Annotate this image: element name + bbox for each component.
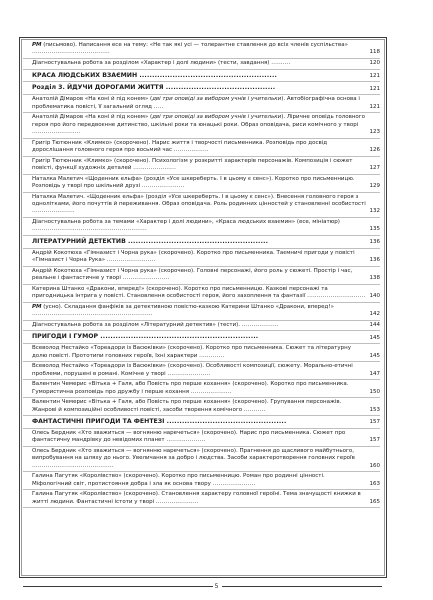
toc-leader-dots: ........................................ — [32, 49, 110, 56]
toc-entry-title: Галина Пагутяк «Королівство» (скорочено). Становлення характеру головної героїні. Тема значущості книжки в житті людини. Фантастичні істоти у творі ...................... — [32, 491, 361, 505]
toc-entry-text — [23, 194, 380, 216]
toc-entry-text — [23, 219, 380, 234]
toc-entry — [23, 303, 380, 321]
toc-leader-dots: ...................... — [212, 480, 256, 487]
toc-leader-dots: ....................................................... — [127, 238, 269, 245]
toc-page-number: 136 — [369, 239, 380, 246]
toc-leader-dots: ............................................... — [166, 418, 287, 426]
toc-entry — [23, 380, 380, 398]
toc-entry-text — [23, 238, 380, 245]
toc-page-number: 163 — [369, 480, 380, 487]
toc-page-number: 138 — [369, 275, 380, 282]
toc-leader-dots: ........................ — [122, 275, 170, 282]
toc-page-number: 157 — [369, 437, 380, 444]
toc-entry — [23, 193, 380, 218]
toc-leader-dots: ......................... — [32, 129, 81, 135]
toc-section-heading — [23, 82, 380, 95]
toc-page-number: 140 — [369, 293, 380, 300]
toc-entry-title: Діагностувальна робота за темами «Характер і долі людини», «Краса людських взаємин» (есе, мініатюр) ........................................................... — [32, 219, 340, 233]
toc-page-number: 145 — [369, 334, 380, 341]
toc-entry-text — [23, 363, 380, 378]
toc-leader-dots: .......................................... — [32, 462, 114, 469]
toc-entry-text — [23, 448, 380, 470]
toc-entry — [23, 267, 380, 285]
toc-page-number: 135 — [369, 226, 380, 233]
toc-entry-text — [23, 96, 380, 111]
toc-entry-text — [23, 322, 380, 329]
toc-entry-title: Всеволод Нестайко «Тореадори із Васюківки» (скорочено). Коротко про письменника. Сюжет та літературну долю повісті. Прототипи головних героїв, їхні характери ............. — [32, 345, 351, 359]
toc-entry-title: Наталка Малетич «Щоденник ельфа» (розділ «Усе шкереберть. І в цьому є сенс»). Коротко про письменницю. Розповідь у творі про шкільний друзі ...................... — [32, 175, 355, 189]
toc-section-heading — [23, 236, 380, 249]
toc-page-number: 123 — [369, 129, 380, 135]
toc-leader-dots: .............................................................. — [32, 311, 153, 318]
toc-entry-text — [23, 399, 380, 414]
toc-section-heading — [23, 331, 380, 344]
toc-page-number: 121 — [369, 72, 380, 79]
toc-entry — [23, 218, 380, 236]
toc-page-number: 120 — [369, 60, 380, 66]
toc-entry-title: Розділ 3. ЙДУЧИ ДОРОГАМИ ЖИТТЯ ........................................... — [32, 84, 276, 92]
toc-leader-dots: .............................. — [307, 293, 366, 300]
toc-entry — [23, 113, 380, 138]
toc-leader-dots: ......................... — [106, 257, 156, 264]
toc-page-number: 126 — [369, 147, 380, 153]
toc-entry-text — [23, 473, 380, 488]
toc-entry-text — [23, 333, 380, 340]
toc-page-number: 142 — [369, 311, 380, 318]
toc-entry-text — [23, 114, 380, 136]
toc-entry — [23, 362, 380, 380]
toc-leader-dots: ........................................... — [165, 84, 276, 92]
toc-entry-text — [23, 140, 380, 155]
toc-page-number: 129 — [369, 183, 380, 189]
toc-entry-text — [23, 84, 380, 91]
toc-entry — [23, 139, 380, 157]
toc-page-number: 121 — [369, 103, 380, 110]
toc-entry-title: Андрій Кокотюха «Гімназист і Чорна рука» (скорочено). Головні персонажі, його роль у сюжеті. Простір і час, реальне і фантастичне у творі ........................ — [32, 267, 353, 282]
toc-entry-text — [23, 304, 380, 319]
toc-page-number: 145 — [369, 352, 380, 359]
toc-section-heading — [23, 70, 380, 83]
toc-leader-dots: ........... — [243, 406, 266, 413]
toc-leader-dots: ...................... — [167, 370, 211, 377]
toc-entry-title: РМ (усно). Складання фанфіків за детективною повістю-казкою Катерини Штанко «Дракони, вперед!» .............................................................. — [32, 303, 334, 318]
toc-entry — [23, 398, 380, 416]
toc-entry-title: ПРИГОДИ І ГУМОР .............................................................. — [32, 333, 259, 341]
toc-entry-title: Діагностувальна робота за розділом «Літературний детектив» (тести). ................... — [32, 321, 279, 328]
toc-entry-text — [23, 345, 380, 360]
toc-page-number: 118 — [369, 49, 380, 56]
toc-entry-title: Олесь Бердник «Хто зважиться — вогнянню наречеться» (скорочено). Прагнення до щасливого майбутнього, випробування на шляху до нього. Увеличання за добро і людства. Засоби характеротворення головних героїв .......................................... — [32, 447, 355, 469]
toc-entry-title: Діагностувальна робота за розділом «Характер і долі людини» (тести, завдання) .......... — [32, 60, 291, 66]
toc-entry — [23, 59, 380, 70]
page-number: 5 — [214, 583, 219, 590]
toc-entry — [23, 157, 380, 175]
toc-page-number: 127 — [369, 165, 380, 171]
toc-entry-text — [23, 42, 380, 57]
toc-page-number: 147 — [369, 370, 380, 377]
toc-page-number: 153 — [369, 406, 380, 413]
toc-entry — [23, 344, 380, 362]
toc-entry-title: Валентин Чемерис «Вітька + Галя, або Повість про перше кохання» (скорочено). Коротко про письменника. Гумористична розповідь про дружбу і перше кохання ..................... — [32, 381, 349, 395]
toc-entry — [23, 429, 380, 447]
toc-leader-dots: .......... — [271, 60, 291, 66]
toc-leader-dots: ...................................................... — [139, 71, 278, 79]
toc-entry-text — [23, 60, 380, 67]
toc-leader-dots: ...................... — [141, 183, 185, 189]
toc-entry-title: ФАНТАСТИЧНІ ПРИГОДИ ТА ФЕНТЕЗІ ............................................... — [32, 418, 287, 426]
toc-leader-dots: ...................... — [32, 208, 75, 215]
toc-entry-text — [23, 286, 380, 301]
toc-page-number: 132 — [369, 208, 380, 215]
toc-entry — [23, 249, 380, 267]
toc-entry-title: Григір Тютюнник «Климко» (скорочено). Психологізм у розкритті характерів персонажів. Композиція і сюжет повісті, функції художніх деталей ...................... — [32, 157, 353, 171]
toc-entry-title: Валентин Чемерис «Вітька + Галя, або Повість про перше кохання» (скорочено). Групування персонажів. Жанрові й композиційні особливості повісті, засоби творення комічного ........... — [32, 399, 342, 413]
toc-entry — [23, 285, 380, 303]
toc-entry-text — [23, 158, 380, 173]
toc-entry — [23, 447, 380, 472]
toc-entry — [23, 490, 380, 508]
toc-leader-dots: ............. — [199, 352, 225, 359]
toc-entry-text — [23, 250, 380, 265]
toc-leader-dots: .............................................................. — [100, 333, 259, 341]
toc-leader-dots: ...................... — [133, 165, 177, 171]
toc-entry-title: Андрій Кокотюха «Гімназист і Чорна рука» (скорочено). Коротко про письменника. Таємничі пригоди у повісті «Гімназист і Чорна Рука» ......................... — [32, 249, 355, 264]
toc-entry-text — [23, 381, 380, 396]
toc-section-heading — [23, 416, 380, 429]
toc-page-number: 150 — [369, 388, 380, 395]
toc-entry — [23, 175, 380, 193]
toc-entry-title: Анатолій Дімаров «На коні й під конем» (дві три оповіді за вибором учнів і учительки). Ліричне оповідь головного героя про його передвоєнне дитинство, шкільні роки та юнацькі роки. Образ оповідача, риси комічного у творі ......................... — [32, 114, 366, 135]
toc-entry-title: РМ (письмово). Написання есе на тему: «Не так які усі — толерантне ставлення до всіх членів суспільства» ........................................ — [32, 42, 348, 56]
toc-page-number: 144 — [369, 321, 380, 328]
toc-entry-title: Галина Пагутяк «Королівство» (скорочено). Коротко про письменницю. Роман про родинні цінності. Міфологічний світ, протистояння добра і зла як основа твору ...................... — [32, 473, 325, 487]
toc-entry-text — [23, 72, 380, 79]
toc-leader-dots: ..................... — [190, 388, 232, 395]
toc-page-number: 157 — [369, 419, 380, 426]
toc-entry-title: Олесь Бердник «Хто зважиться — вогнянню наречеться» (скорочено). Нарис про письменника. Сюжет про фантастичну мандрівку до невідомих планет .................... — [32, 429, 346, 444]
toc-entry-title: Катерина Штанко «Дракони, вперед!» (скорочено). Коротко про письменницю. Казкові персонажі та пригодницька інтрига у повісті. Становлення особистості героя, його захоплення та фантазії .............................. — [32, 285, 366, 300]
toc-entry-text — [23, 176, 380, 191]
toc-leader-dots: ...................... — [155, 498, 199, 505]
toc-entry-title: Всеволод Нестайко «Тореадори із Васюківки» (скорочено). Особливості композиції, сюжету. Морально-етичні проблеми, порушені в романі. Комічне у творі ...................... — [32, 363, 353, 377]
toc-page-number: 165 — [369, 498, 380, 505]
toc-page-number: 160 — [369, 462, 380, 469]
toc-entry-title: Наталка Малетич. «Щоденник ельфа» (розділ «Усе шкереберть. І в цьому є сенс»). Внесення головного героя з однолітками, його почуттів й переживання. Образ оповідача. Роль родинних цінностей у становленні особистості ...................... — [32, 193, 366, 215]
toc-entry-text — [23, 491, 380, 506]
toc-entry — [23, 321, 380, 332]
toc-leader-dots: ................... — [241, 321, 279, 328]
toc-entry-title: ЛІТЕРАТУРНИЙ ДЕТЕКТИВ ....................................................... — [32, 238, 269, 245]
toc-leader-dots: ..... — [153, 103, 164, 110]
toc-entry-title: Григір Тютюнник «Климко» (скорочено). Нарис життя і творчості письменника. Розповідь про досвід дорослішання головного героя про восьмий час .................. — [32, 139, 328, 153]
toc-entry-text — [23, 430, 380, 445]
toc-entry-title: Анатолій Дімаров «На коні й під конем» (дві три оповіді за вибором учнів і учительки). Автобіографічна основа і проблематика повісті, її загальний огляд ..... — [32, 96, 360, 110]
toc-entry-text — [23, 418, 380, 425]
toc-page-number: 121 — [369, 85, 380, 92]
toc-entry-title: КРАСА ЛЮДСЬКИХ ВЗАЄМИН ...................................................... — [32, 71, 278, 79]
toc-leader-dots: .................. — [173, 147, 209, 153]
toc-entry — [23, 472, 380, 490]
toc-leader-dots: ........................................................... — [32, 226, 147, 233]
table-of-contents — [23, 41, 380, 508]
toc-page-number: 136 — [369, 257, 380, 264]
toc-entry — [23, 95, 380, 113]
toc-leader-dots: .................... — [166, 437, 206, 444]
toc-entry — [23, 41, 380, 59]
toc-entry-text — [23, 268, 380, 283]
